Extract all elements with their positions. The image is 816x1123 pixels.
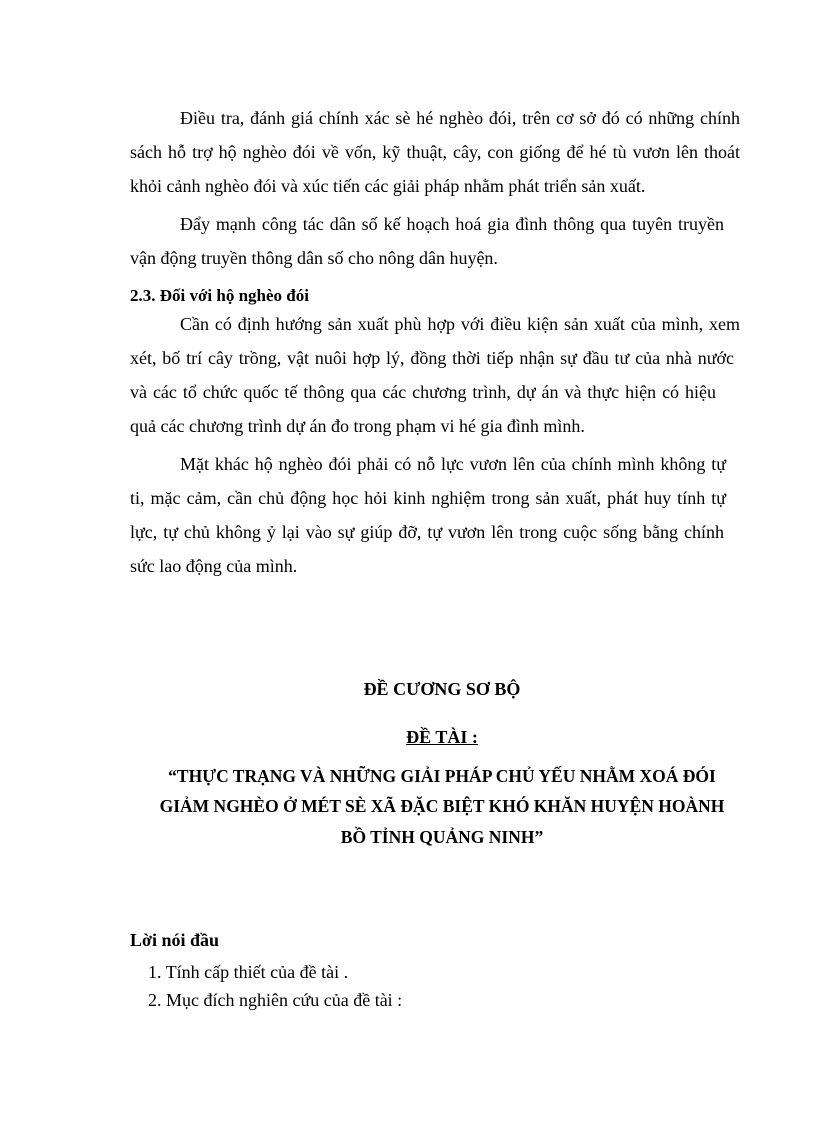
paragraph-line: Cần có định hướng sản xuất phù hợp với điều kiện sản xuất của mình, xem xyxy=(180,314,740,334)
paragraph-line: xét, bố trí cây trồng, vật nuôi hợp lý, đồng thời tiếp nhận sự đầu tư của nhà nước xyxy=(130,348,734,368)
paragraph-line: sức lao động của mình. xyxy=(130,556,298,576)
topic-title-line: GIẢM NGHÈO Ở MÉT SÈ XÃ ĐẶC BIỆT KHÓ KHĂN HUYỆN HOÀNH xyxy=(159,796,725,816)
preface-item: 2. Mục đích nghiên cứu của đề tài : xyxy=(148,990,403,1010)
paragraph-line: Đẩy mạnh công tác dân số kế hoạch hoá gia đình thông qua tuyên truyền xyxy=(180,214,724,234)
paragraph-line: quả các chương trình dự án đo trong phạm vi hé gia đình mình. xyxy=(130,416,585,436)
paragraph-line: và các tổ chức quốc tế thông qua các chương trình, dự án và thực hiện có hiệu xyxy=(130,382,716,402)
paragraph-line: Mặt khác hộ nghèo đói phải có nỗ lực vươn lên của chính mình không tự xyxy=(180,454,726,474)
paragraph-line: khỏi cảnh nghèo đói và xúc tiến các giải pháp nhằm phát triển sản xuất. xyxy=(130,176,646,196)
outline-title: ĐỀ CƯƠNG SƠ BỘ xyxy=(363,679,521,699)
preface-heading: Lời nói đầu xyxy=(130,930,220,950)
paragraph-line: sách hỗ trợ hộ nghèo đói về vốn, kỹ thuật, cây, con giống để hé tù vươn lên thoát xyxy=(130,142,740,162)
preface-item: 1. Tính cấp thiết của đề tài . xyxy=(148,962,349,982)
topic-title-line: BỒ TỈNH QUẢNG NINH” xyxy=(340,827,544,847)
paragraph-line: vận động truyền thông dân số cho nông dân huyện. xyxy=(130,248,498,268)
topic-title-line: “THỰC TRẠNG VÀ NHỮNG GIẢI PHÁP CHỦ YẾU NHẰM XOÁ ĐÓI xyxy=(168,766,716,786)
paragraph-line: Điều tra, đánh giá chính xác sè hé nghèo đói, trên cơ sở đó có những chính xyxy=(180,108,740,128)
paragraph-line: lực, tự chủ không ỷ lại vào sự giúp đỡ, tự vươn lên trong cuộc sống bằng chính xyxy=(130,522,724,542)
topic-label: ĐỀ TÀI : xyxy=(406,727,478,747)
paragraph-line: ti, mặc cảm, cần chủ động học hỏi kinh nghiệm trong sản xuất, phát huy tính tự xyxy=(130,488,726,508)
section-heading: 2.3. Đối với hộ nghèo đói xyxy=(130,286,309,305)
